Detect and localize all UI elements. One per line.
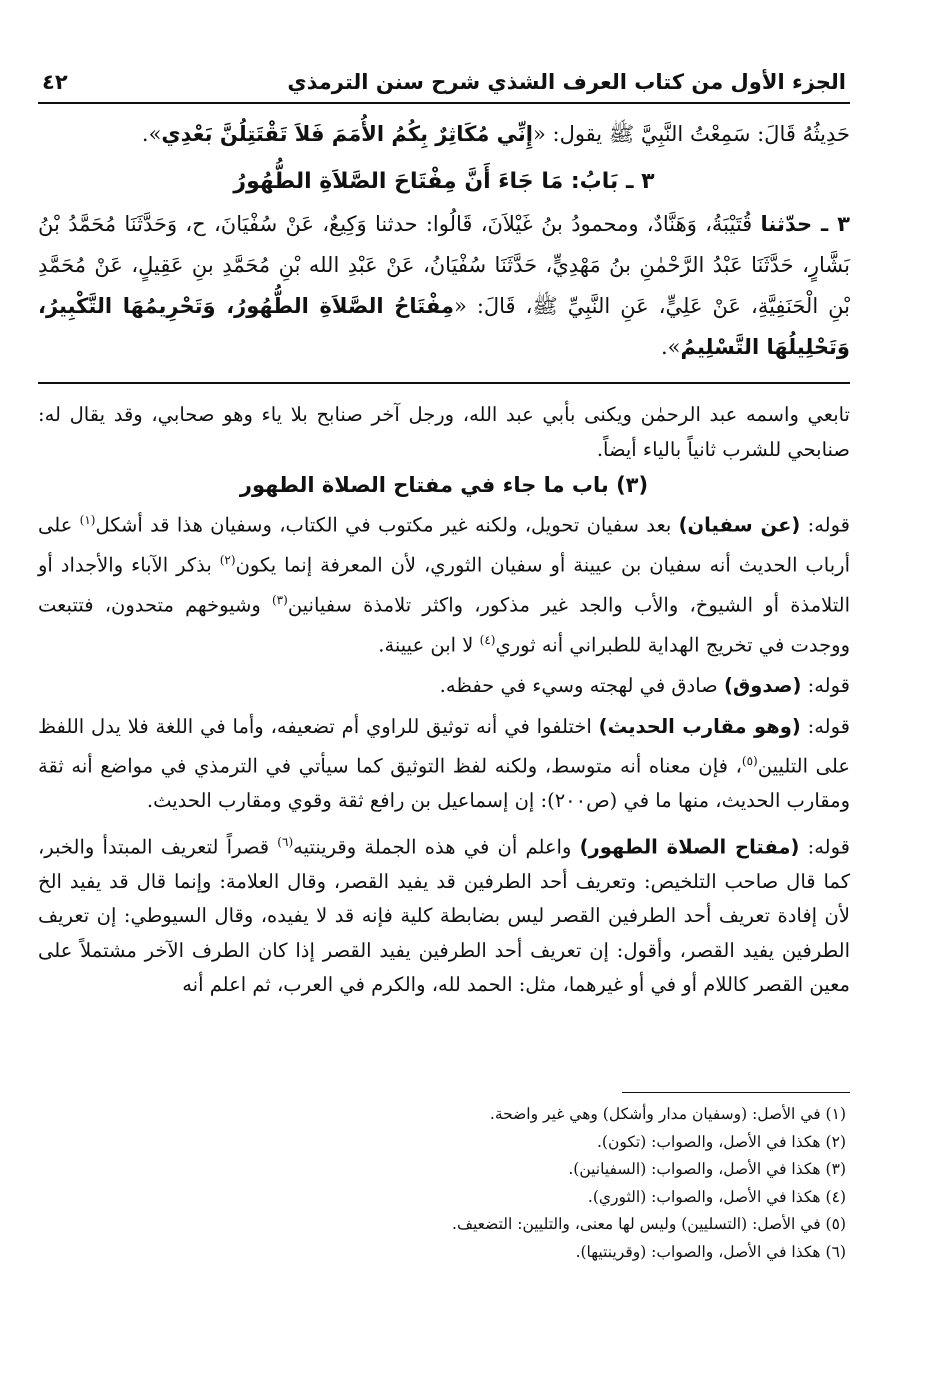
text: وشيوخهم متحدون، فتتبعت ووجدت في تخريج الهداية للطبراني أنه ثوري — [38, 593, 850, 657]
text: واعلم أن في هذه الجملة وقرينتيه — [293, 835, 580, 858]
commented-term: (وهو مقارب الحديث) — [598, 714, 801, 738]
footnote-number: (٣) — [825, 1160, 846, 1179]
commentary-paragraph-1 — [38, 503, 850, 663]
previous-hadith-tail: ». — [141, 122, 162, 146]
footnote-ref[interactable]: (٣) — [271, 593, 288, 607]
page-number: ٤٢ — [42, 70, 68, 94]
lead-text: قوله: — [801, 674, 850, 697]
text: بذكر الآباء والأجداد أو التلامذة أو الشيوخ، والأب والجد غير مذكور، واكثر تلامذة سفيانين — [38, 553, 850, 617]
footnote-text: هكذا في الأصل، والصواب: (الثوري). — [587, 1187, 821, 1206]
hadith-chain: قُتَيْبَةُ، وَهَنَّادٌ، ومحمودُ بنُ غَيْلاَنَ، قَالُوا: حدثنا وَكِيعٌ، عَنْ سُفْيَانَ، ح، وَحَدَّثَنَا مُحَمَّدُ بْنُ بَشَّارٍ، حَدَّثَنَا عَبْدُ الرَّحْمٰنِ بنُ مَهْدِيٍّ، حَدَّثَنَا سُفْيَانُ، عَنْ عَبْدِ الله بْنِ مُحَمَّدِ بنِ عَقِيلٍ، عَنْ مُحَمَّدِ بْنِ الْحَنَفِيَّةِ، عَنْ عَلِيٍّ، عَنِ النَّبِيِّ ﷺ، قَالَ: « — [38, 212, 851, 318]
hadith-text — [38, 204, 850, 368]
book-page — [38, 70, 850, 1009]
footnote — [38, 1239, 850, 1267]
running-title: الجزء الأول من كتاب العرف الشذي شرح سنن الترمذي — [287, 70, 846, 94]
text: اختلفوا في أنه توثيق للراوي أم تضعيفه، وأما في اللغة فلا يدل اللفظ على التليين — [38, 714, 851, 778]
footnote-ref[interactable]: (١) — [79, 513, 96, 527]
footnote-ref[interactable]: (٤) — [479, 633, 496, 647]
text: بعد سفيان تحويل، ولكنه غير مكتوب في الكتاب، وسفيان هذا قد أشكل — [95, 513, 679, 537]
hadith-matn: مِفْتَاحُ الصَّلاَةِ الطُّهُورُ، وَتَحْرِيمُهَا التَّكْبِيرُ، وَتَحْلِيلُهَا التَّسْلِيمُ — [38, 294, 850, 359]
footnote — [38, 1101, 850, 1129]
lead-text: قوله: — [800, 714, 850, 738]
text: ، فإن معناه أنه متوسط، ولكنه لفظ التوثيق كما سيأتي في الترمذي في مواضع أنه ثقة ومقارب الحديث، منها ما في (ص٢٠٠): إن إسماعيل بن رافع ثقة وقوي ومقارب الحديث. — [38, 754, 850, 812]
lead-text: قوله: — [799, 835, 850, 858]
chapter-title: ٣ ـ بَابُ: مَا جَاءَ أَنَّ مِفْتَاحَ الصَّلاَةِ الطُّهُورُ — [233, 169, 655, 194]
footnote-number: (٦) — [825, 1242, 846, 1261]
footnote-ref[interactable]: (٥) — [741, 754, 758, 768]
footnote-text: في الأصل: (التسليين) وليس لها معنى، والتليين: التضعيف. — [452, 1215, 821, 1234]
footnote-text: هكذا في الأصل، والصواب: (السفيانين). — [568, 1160, 821, 1179]
section-divider — [38, 382, 850, 384]
footnote — [38, 1156, 850, 1184]
previous-hadith-lead: حَدِيثُهُ قَالَ: سَمِعْتُ النَّبِيَّ ﷺ يقول: « — [532, 122, 850, 146]
previous-hadith-quote: إِنِّي مُكَاثِرٌ بِكُمُ الأُمَمَ فَلاَ تَقْتَتِلُنَّ بَعْدِي — [161, 122, 533, 146]
hadith-tail: ». — [660, 335, 681, 359]
footnote-ref[interactable]: (٦) — [277, 834, 294, 849]
commented-term: (صدوق) — [723, 674, 802, 697]
commentary-paragraph-3 — [38, 710, 850, 819]
text: صادق في لهجته وسيء في حفظه. — [439, 674, 724, 697]
footnotes — [38, 1092, 850, 1267]
footnote-ref[interactable]: (٢) — [219, 553, 236, 567]
text: على أرباب الحديث أنه سفيان بن عيينة أو سفيان الثوري، لأن المعرفة إنما يكون — [38, 513, 850, 577]
commentary-paragraph-4 — [38, 825, 850, 1003]
footnote-text: هكذا في الأصل، والصواب: (وقرينتيها). — [575, 1242, 821, 1261]
footnote-separator — [622, 1092, 850, 1093]
footnote-text: هكذا في الأصل، والصواب: (تكون). — [596, 1132, 821, 1151]
commentary-paragraph-2 — [38, 669, 850, 704]
footnote — [38, 1129, 850, 1157]
commented-term: (مفتاح الصلاة الطهور) — [579, 835, 800, 858]
commentary-intro: تابعي واسمه عبد الرحمٰن ويكنى بأبي عبد الله، ورجل آخر صنابح بلا ياء وهو صحابي، وقد يقال له: صنابحي للشرب ثانياً بالياء أيضاً. — [38, 403, 850, 461]
footnote-text: في الأصل: (وسفيان مدار وأشكل) وهي غير واضحة. — [489, 1105, 821, 1123]
running-header — [38, 70, 850, 104]
footnote-number: (١) — [825, 1105, 846, 1123]
hadith-number: ٣ ـ حدّثنا — [760, 212, 850, 236]
previous-hadith-ending — [38, 114, 850, 155]
lead-text: قوله: — [800, 513, 851, 537]
footnote — [38, 1184, 850, 1212]
footnote-number: (٢) — [825, 1132, 846, 1151]
footnote-number: (٥) — [825, 1215, 846, 1234]
footnote-number: (٤) — [825, 1187, 846, 1206]
commented-term: (عن سفيان) — [678, 513, 801, 537]
footnote — [38, 1211, 850, 1239]
commentary-section-title: (٣) باب ما جاء في مفتاح الصلاة الطهور — [239, 473, 649, 497]
text: قصراً لتعريف المبتدأ والخبر، كما قال صاحب التلخيص: وتعريف أحد الطرفين قد يفيد القصر، وقال العلامة: وإنما قال قد يفيد الخ لأن إفادة تعريف أحد الطرفين القصر ليس بضابطة كلية فإنه قد لا يفيده، وقال السيوطي: إن تعريف الطرفين يفيد القصر، وأقول: إن تعريف أحد الطرفين يفيد القصر إذا كان الطرف الآخر مشتملاً على معين القصر كاللام أو في أو غيرهما، مثل: الحمد لله، والكرم في العرب، ثم اعلم أنه — [38, 835, 850, 996]
text: لا ابن عيينة. — [378, 633, 480, 657]
